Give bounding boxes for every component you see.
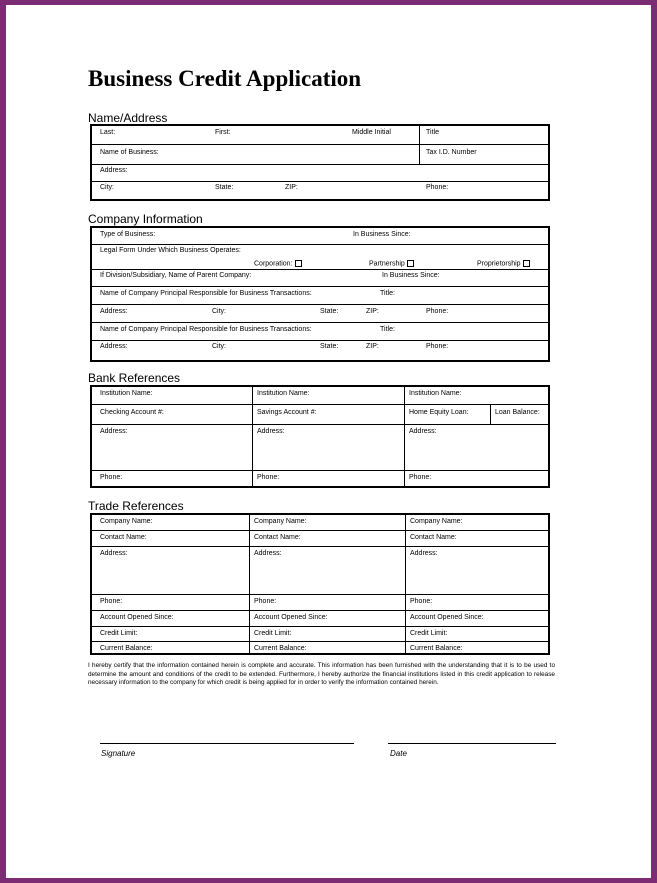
page-title: Business Credit Application xyxy=(88,66,362,91)
corporation-checkbox[interactable] xyxy=(295,260,302,267)
middle-initial-field[interactable]: Middle Initial xyxy=(352,129,391,136)
state-field[interactable]: State: xyxy=(215,184,234,191)
section-heading-bank: Bank References xyxy=(88,371,181,385)
city-field[interactable]: City: xyxy=(100,184,114,191)
principal-2-field[interactable]: Name of Company Principal Responsible for Business Transactions: xyxy=(100,326,312,333)
proprietorship-checkbox[interactable] xyxy=(523,260,530,267)
address-field[interactable]: Address: xyxy=(100,167,128,174)
name-address-box xyxy=(90,124,550,201)
principal-2-title-field[interactable]: Title: xyxy=(380,326,395,333)
principal-2-zip-field[interactable]: ZIP: xyxy=(366,343,379,350)
partnership-checkbox[interactable] xyxy=(407,260,414,267)
certification-text: I hereby certify that the information contained herein is complete and accurate. This information has been furnished with the understanding that it is to be used to determine the amount and conditions of the credit to be extended. Furthermore, I hereby authorize the financial institutions listed in this credit application to release necessary information to the company for which credit is being applied for in order to verify the information contained herein. xyxy=(88,662,555,687)
proprietorship-option[interactable]: Proprietorship xyxy=(477,260,530,268)
trade-1-address-field[interactable]: Address: xyxy=(100,550,128,557)
bank-1-phone-field[interactable]: Phone: xyxy=(100,474,123,481)
trade-2-phone-field[interactable]: Phone: xyxy=(254,598,277,605)
bank-2-phone-field[interactable]: Phone: xyxy=(257,474,280,481)
trade-1-phone-field[interactable]: Phone: xyxy=(100,598,123,605)
legal-form-label: Legal Form Under Which Business Operates: xyxy=(100,247,241,254)
loan-balance-field[interactable]: Loan Balance: xyxy=(495,409,540,416)
trade-2-address-field[interactable]: Address: xyxy=(254,550,282,557)
trade-3-address-field[interactable]: Address: xyxy=(410,550,438,557)
trade-3-balance-field[interactable]: Current Balance: xyxy=(410,645,463,652)
trade-2-company-field[interactable]: Company Name: xyxy=(254,518,307,525)
date-line[interactable] xyxy=(388,743,556,744)
title-field[interactable]: Title xyxy=(426,129,439,136)
checking-account-field[interactable]: Checking Account #: xyxy=(100,409,164,416)
bank-references-box xyxy=(90,385,550,488)
trade-1-limit-field[interactable]: Credit Limit: xyxy=(100,630,138,637)
phone-field[interactable]: Phone: xyxy=(426,184,449,191)
business-name-field[interactable]: Name of Business: xyxy=(100,149,159,156)
first-name-field[interactable]: First: xyxy=(215,129,231,136)
date-label: Date xyxy=(390,749,407,758)
trade-2-contact-field[interactable]: Contact Name: xyxy=(254,534,301,541)
business-type-field[interactable]: Type of Business: xyxy=(100,231,156,238)
principal-1-phone-field[interactable]: Phone: xyxy=(426,308,449,315)
bank-2-institution-field[interactable]: Institution Name: xyxy=(257,390,310,397)
signature-label: Signature xyxy=(101,749,136,758)
trade-1-opened-field[interactable]: Account Opened Since: xyxy=(100,614,174,621)
home-equity-loan-field[interactable]: Home Equity Loan: xyxy=(409,409,469,416)
principal-1-city-field[interactable]: City: xyxy=(212,308,226,315)
trade-1-contact-field[interactable]: Contact Name: xyxy=(100,534,147,541)
trade-2-opened-field[interactable]: Account Opened Since: xyxy=(254,614,328,621)
in-business-since-field[interactable]: In Business Since: xyxy=(353,231,411,238)
in-business-since-2-field[interactable]: In Business Since: xyxy=(382,272,440,279)
principal-2-address-field[interactable]: Address: xyxy=(100,343,128,350)
bank-3-phone-field[interactable]: Phone: xyxy=(409,474,432,481)
trade-1-company-field[interactable]: Company Name: xyxy=(100,518,153,525)
principal-1-address-field[interactable]: Address: xyxy=(100,308,128,315)
trade-3-limit-field[interactable]: Credit Limit: xyxy=(410,630,448,637)
savings-account-field[interactable]: Savings Account #: xyxy=(257,409,317,416)
principal-1-field[interactable]: Name of Company Principal Responsible for Business Transactions: xyxy=(100,290,312,297)
section-heading-trade: Trade References xyxy=(88,499,184,513)
zip-field[interactable]: ZIP: xyxy=(285,184,298,191)
company-info-box xyxy=(90,226,550,362)
last-name-field[interactable]: Last: xyxy=(100,129,116,136)
tax-id-field[interactable]: Tax I.D. Number xyxy=(426,149,477,156)
trade-3-company-field[interactable]: Company Name: xyxy=(410,518,463,525)
principal-1-title-field[interactable]: Title: xyxy=(380,290,395,297)
trade-3-opened-field[interactable]: Account Opened Since: xyxy=(410,614,484,621)
trade-references-box xyxy=(90,513,550,655)
bank-1-address-field[interactable]: Address: xyxy=(100,428,128,435)
trade-2-limit-field[interactable]: Credit Limit: xyxy=(254,630,292,637)
section-heading-company: Company Information xyxy=(88,212,203,226)
principal-1-zip-field[interactable]: ZIP: xyxy=(366,308,379,315)
bank-2-address-field[interactable]: Address: xyxy=(257,428,285,435)
section-heading-name-address: Name/Address xyxy=(88,111,168,125)
trade-3-contact-field[interactable]: Contact Name: xyxy=(410,534,457,541)
signature-line[interactable] xyxy=(100,743,354,744)
bank-3-institution-field[interactable]: Institution Name: xyxy=(409,390,462,397)
parent-company-field[interactable]: If Division/Subsidiary, Name of Parent Company: xyxy=(100,272,252,279)
trade-2-balance-field[interactable]: Current Balance: xyxy=(254,645,307,652)
principal-2-city-field[interactable]: City: xyxy=(212,343,226,350)
principal-2-phone-field[interactable]: Phone: xyxy=(426,343,449,350)
partnership-option[interactable]: Partnership xyxy=(369,260,414,268)
principal-2-state-field[interactable]: State: xyxy=(320,343,339,350)
principal-1-state-field[interactable]: State: xyxy=(320,308,339,315)
bank-3-address-field[interactable]: Address: xyxy=(409,428,437,435)
trade-3-phone-field[interactable]: Phone: xyxy=(410,598,433,605)
bank-1-institution-field[interactable]: Institution Name: xyxy=(100,390,153,397)
trade-1-balance-field[interactable]: Current Balance: xyxy=(100,645,153,652)
corporation-option[interactable]: Corporation: xyxy=(254,260,302,268)
